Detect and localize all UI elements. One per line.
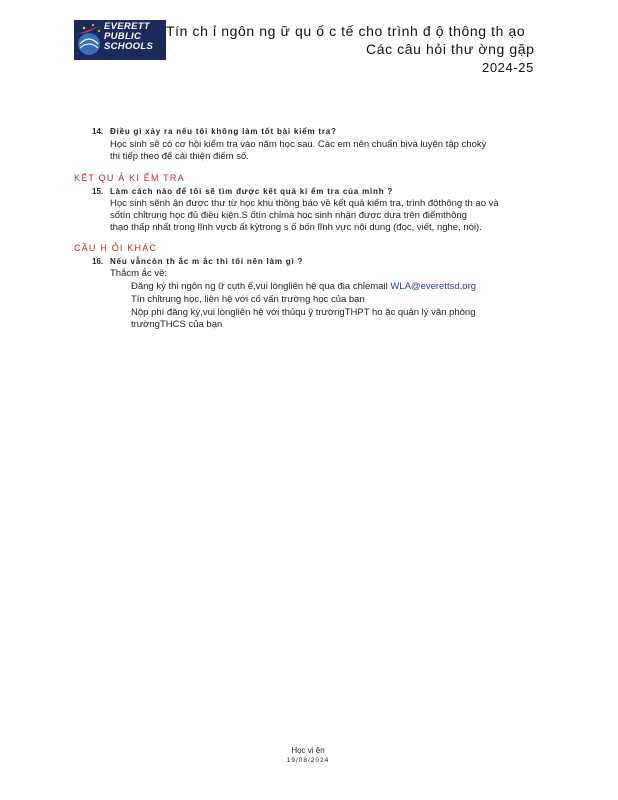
school-year: 2024-25 — [482, 60, 534, 75]
bullet-1 — [131, 281, 476, 294]
question-14-title: Điều gì xảy ra nếu tôi không làm tốt bài kiểm tra? — [110, 127, 337, 136]
question-16-title: Nếu vẫncòn th ắc m ắc thì tôi nên làm gì ? — [110, 257, 304, 266]
question-14-answer-line-2: thi tiếp theo để cải thiện điểm số. — [110, 151, 249, 162]
question-15-title: Làm cách nào để tôi sẽ tìm được kết quả ki ểm tra của mình ? — [110, 187, 394, 196]
section-heading-other: CÂU H ỎI KHÁC — [74, 243, 158, 253]
logo-line-2: PUBLIC — [104, 31, 142, 42]
logo-line-1: EVERETT — [104, 21, 150, 32]
email-link[interactable]: WLA@everettsd.org — [390, 281, 477, 292]
question-16-number: 16. — [92, 257, 104, 266]
question-14-number: 14. — [92, 127, 104, 136]
question-15-number: 15. — [92, 187, 104, 196]
question-14-answer-line-1: Học sinh sẽ có cơ hội kiểm tra vào năm học sau. Các em nên chuẩn bịvà luyện tập chokỳ — [110, 139, 487, 150]
district-logo — [74, 20, 166, 60]
page-title: Tín ch ỉ ngôn ng ữ qu ố c tế cho trình đ ộ thông th ạo — [166, 23, 526, 39]
bullet-3-text-line-1: Nộp phí đăng ký,vui lòngliên hệ với thủqu ỹ trườngTHPT ho ặc quản lý văn phòng — [131, 307, 476, 318]
bullet-2-text: Tín chỉtrung học, liên hệ với cố vấn trường học của bạn — [131, 294, 365, 305]
bullet-3-text-line-2: trườngTHCS của bạn — [131, 319, 223, 330]
question-15-answer-line-3: thạo thấp nhất trong lĩnh vựcb ất kỳtrong s ố bốn lĩnh vực nội dung (đọc, viết, nghe, nói). — [110, 222, 482, 233]
section-heading-results: KẾT QU Ả KI ỂM TRA — [74, 173, 185, 183]
bullet-1-text: Đăng ký thi ngôn ng ữ cụth ể,vui lòngliên hệ qua địa chỉemail — [131, 281, 391, 292]
question-15-answer-line-2: sốtín chỉtrung học đủ điều kiện.S ốtín chỉmà học sinh nhận được dựa trên điểmthông — [110, 210, 467, 221]
question-16-intro: Thắcm ắc về: — [110, 268, 168, 279]
question-15-answer-line-1: Học sinh sẽnh ận được thư từ học khu thông báo về kết quả kiểm tra, trình độthông th ạo và — [110, 198, 499, 209]
page-subtitle: Các câu hỏi thư ờng gặp — [366, 41, 535, 57]
footer-date: 19/08/2024 — [286, 757, 330, 764]
logo-line-3: SCHOOLS — [104, 41, 154, 52]
footer-label: Học vi ện — [291, 746, 325, 755]
